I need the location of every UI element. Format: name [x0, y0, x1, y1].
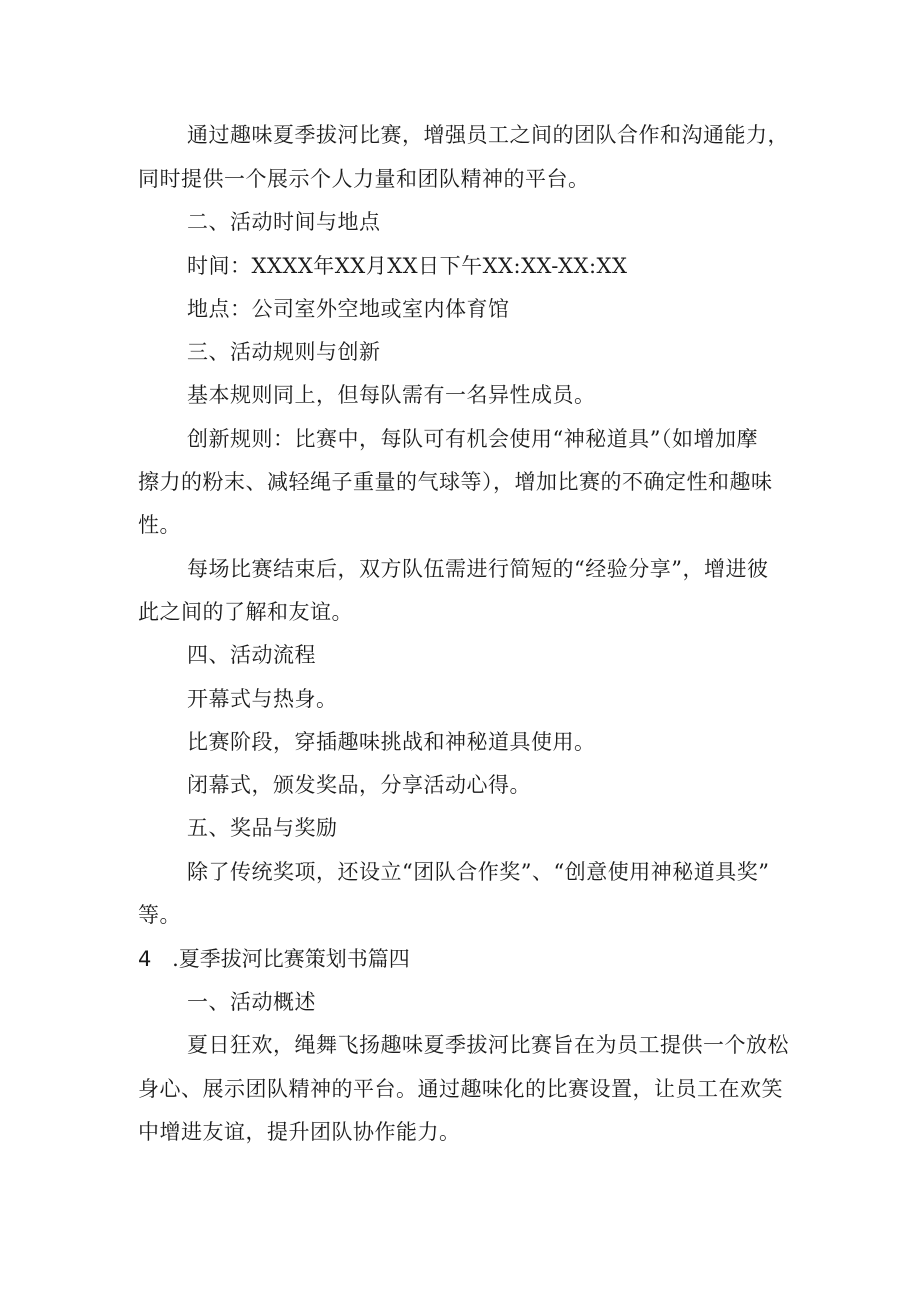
heading-flow: 四、活动流程 [187, 643, 316, 667]
rule-innovation-line-3: 性。 [138, 513, 181, 537]
rule-innovation-line-1: 创新规则：比赛中，每队可有机会使用“神秘道具”（如增加摩 [187, 427, 758, 451]
heading-rules: 三、活动规则与创新 [187, 340, 381, 364]
section-heading [138, 946, 410, 972]
overview-line-1: 夏日狂欢，绳舞飞扬趣味夏季拔河比赛旨在为员工提供一个放松 [187, 1033, 789, 1057]
heading-overview: 一、活动概述 [187, 990, 316, 1014]
heading-time-place: 二、活动时间与地点 [187, 210, 381, 234]
awards-line-1: 除了传统奖项，还设立“团队合作奖”、“创意使用神秘道具奖” [187, 860, 770, 884]
overview-line-2: 身心、展示团队精神的平台。通过趣味化的比赛设置，让员工在欢笑 [138, 1077, 783, 1101]
awards-line-2: 等。 [138, 903, 181, 927]
rule-innovation-line-2: 擦力的粉末、减轻绳子重量的气球等），增加比赛的不确定性和趣味 [138, 470, 773, 494]
overview-line-3: 中增进友谊，提升团队协作能力。 [138, 1120, 461, 1144]
heading-awards: 五、奖品与奖励 [187, 816, 338, 840]
activity-place: 地点：公司室外空地或室内体育馆 [187, 297, 510, 321]
share-line-2: 此之间的了解和友谊。 [138, 600, 353, 624]
flow-item-2: 比赛阶段，穿插趣味挑战和神秘道具使用。 [187, 730, 596, 754]
activity-time: 时间：XXXX年XX月XX日下午XX:XX-XX:XX [187, 254, 628, 278]
paragraph-goal-line-1: 通过趣味夏季拔河比赛，增强员工之间的团队合作和沟通能力， [187, 123, 789, 147]
flow-item-3: 闭幕式，颁发奖品，分享活动心得。 [187, 773, 531, 797]
rule-basic: 基本规则同上，但每队需有一名异性成员。 [187, 383, 596, 407]
section-number: 4 [138, 947, 152, 971]
flow-item-1: 开幕式与热身。 [187, 687, 338, 711]
share-line-1: 每场比赛结束后，双方队伍需进行简短的“经验分享”，增进彼 [187, 557, 769, 581]
paragraph-goal-line-2: 同时提供一个展示个人力量和团队精神的平台。 [138, 167, 590, 191]
section-title: .夏季拔河比赛策划书篇四 [172, 947, 410, 971]
